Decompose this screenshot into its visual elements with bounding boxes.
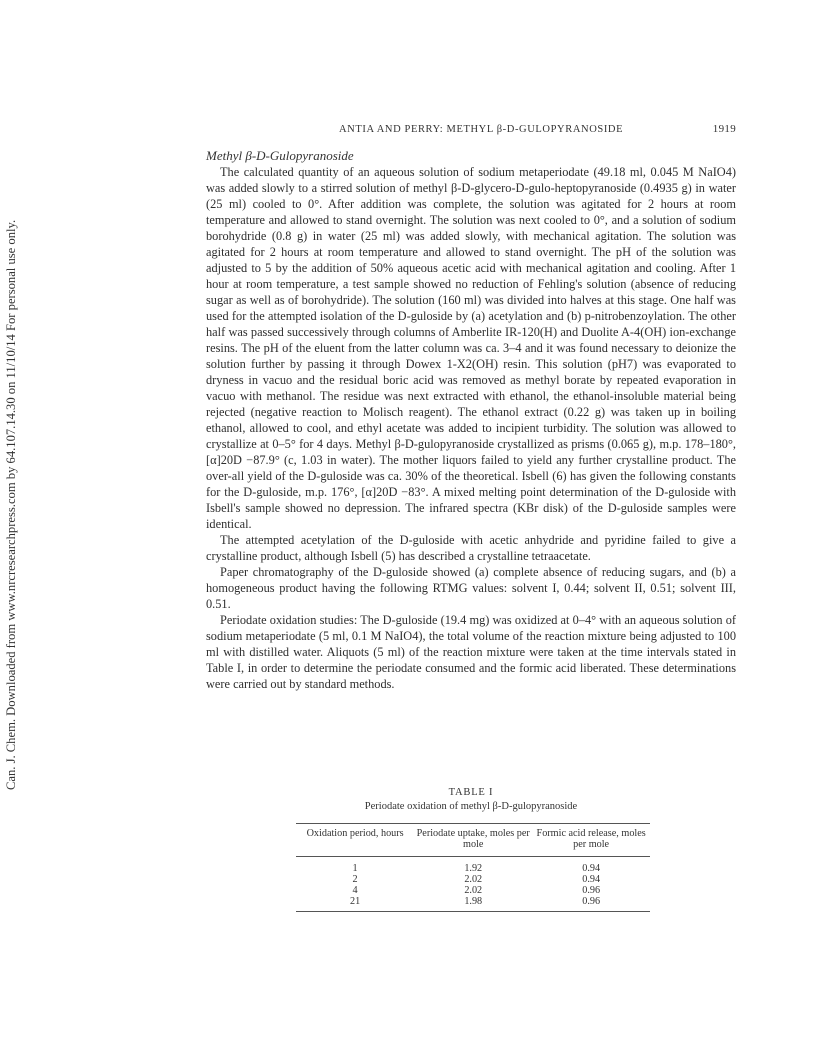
table-header-row xyxy=(296,824,650,857)
table-cell: 4 xyxy=(352,885,358,896)
paragraph-procedure: The calculated quantity of an aqueous solution of sodium metaperiodate (49.18 ml, 0.045 M NaIO4) was added slowly to a stirred solution of methyl β-D-glycero-D-gulo-heptopyranoside (0.4935 g) in water (25 ml) cooled to 0°. After addition was complete, the solution was agitated for 2 hours at room temperature and allowed to stand overnight. The solution was next cooled to 0°, and a solution of sodium borohydride (0.8 g) in water (25 ml) was added slowly, with mechanical agitation. The solution was agitated for 2 hours at room temperature and allowed to stand overnight. The pH of the solution was adjusted to 5 by the addition of 50% aqueous acetic acid with mechanical agitation and cooling. After 1 hour at room temperature, a test sample showed no reduction of Fehling's solution (absence of reducing sugar as well as of borohydride). The solution (160 ml) was divided into halves at this stage. One half was used for the attempted isolation of the D-guloside by (a) acetylation and (b) p-nitrobenzoylation. The other half was passed successively through columns of Amberlite IR-120(H) and Duolite A-4(OH) ion-exchange resins. The pH of the eluent from the latter column was ca. 3–4 and it was found necessary to deionize the solution further by passing it through Dowex 1-X2(OH) resin. This solution (pH7) was evaporated to dryness in vacuo and the residual boric acid was removed as methyl borate by repeated evaporation in vacuo with methanol. The residue was next extracted with ethanol, the ethanol-insoluble material being rejected (negative reaction to Molisch reagent). The ethanol extract (0.22 g) was taken up in boiling ethanol, allowed to cool, and ethyl acetate was added to incipient turbidity. The solution was allowed to crystallize at 0–5° for 4 days. Methyl β-D-gulopyranoside crystallized as prisms (0.065 g), m.p. 178–180°, [α]20D −87.9° (c, 1.03 in water). The mother liquors failed to yield any further crystalline product. The over-all yield of the D-guloside was ca. 30% of the theoretical. Isbell (6) has given the following constants for the D-guloside, m.p. 176°, [α]20D −83°. A mixed melting point determination of the D-guloside with Isbell's sample showed no depression. The infrared spectra (KBr disk) of the D-guloside samples were identical. xyxy=(206,165,736,531)
table-cell: 1 xyxy=(352,863,358,874)
download-watermark-text: Can. J. Chem. Downloaded from www.nrcresearchpress.com by 64.107.14.30 on 11/10/14 For personal use only. xyxy=(4,219,18,790)
column-header-periodate-uptake: Periodate uptake, moles per mole xyxy=(414,824,532,857)
table-row xyxy=(296,857,650,875)
table-title: Periodate oxidation of methyl β-D-gulopyranoside xyxy=(364,801,578,812)
table-cell: 2.02 xyxy=(464,874,483,885)
table-caption xyxy=(206,786,736,814)
table-cell: 0.94 xyxy=(582,863,601,874)
running-head xyxy=(205,124,740,138)
table-cell: 0.96 xyxy=(532,896,650,912)
table-row xyxy=(296,885,650,896)
download-watermark xyxy=(2,219,34,790)
table-row xyxy=(296,896,650,912)
table-cell: 2.02 xyxy=(464,885,483,896)
table-cell: 2 xyxy=(352,874,358,885)
running-head-title: ANTIA AND PERRY: METHYL β-D-GULOPYRANOSIDE xyxy=(339,124,624,135)
table-cell: 0.94 xyxy=(582,874,601,885)
page-number: 1919 xyxy=(712,123,736,135)
table-cell: 1.92 xyxy=(464,863,483,874)
section-heading: Methyl β-D-Gulopyranoside xyxy=(206,148,354,163)
table-cell: 21 xyxy=(296,896,414,912)
table-cell: 0.96 xyxy=(582,885,601,896)
paragraph-acetylation: The attempted acetylation of the D-guloside with acetic anhydride and pyridine failed to give a crystalline product, although Isbell (5) has described a crystalline tetraacetate. xyxy=(206,533,736,563)
body-text xyxy=(206,164,736,692)
column-header-formic-acid-release: Formic acid release, moles per mole xyxy=(532,824,650,857)
paragraph-periodate-oxidation: Periodate oxidation studies: The D-guloside (19.4 mg) was oxidized at 0–4° with an aqueous solution of sodium metaperiodate (5 ml, 0.1 M NaIO4), the total volume of the reaction mixture being adjusted to 100 ml with distilled water. Aliquots (5 ml) of the reaction mixture were taken at the time intervals stated in Table I, in order to determine the periodate consumed and the formic acid liberated. These determinations were carried out by standard methods. xyxy=(206,613,736,691)
table-label: TABLE I xyxy=(448,787,494,798)
periodate-oxidation-table xyxy=(296,823,650,912)
column-header-oxidation-period: Oxidation period, hours xyxy=(296,824,414,857)
table-row xyxy=(296,874,650,885)
paragraph-chromatography: Paper chromatography of the D-guloside showed (a) complete absence of reducing sugars, and (b) a homogeneous product having the following RTMG values: solvent I, 0.44; solvent II, 0.51; solvent III, 0.51. xyxy=(206,565,736,611)
table-cell: 1.98 xyxy=(414,896,532,912)
